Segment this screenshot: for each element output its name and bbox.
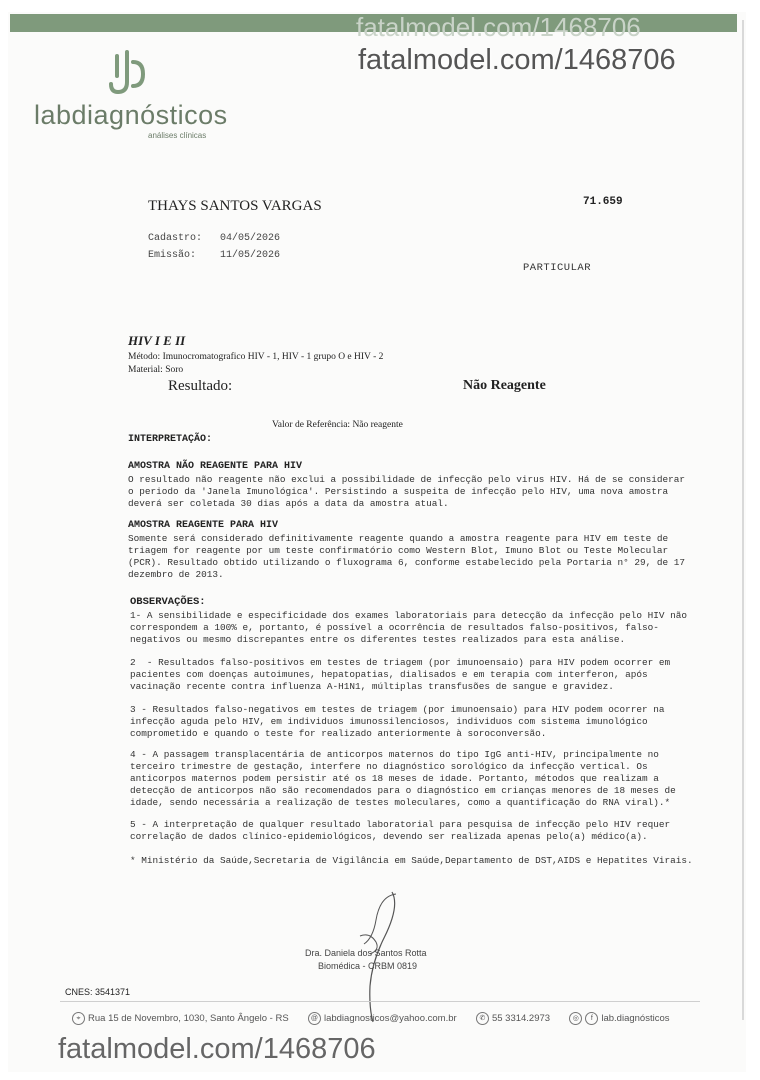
watermark-top: fatalmodel.com/1468706 bbox=[358, 44, 676, 76]
location-icon: ⌖ bbox=[72, 1012, 85, 1025]
footer-phone: 55 3314.2973 bbox=[491, 1013, 551, 1025]
exam-method: Método: Imunocromatografico HIV - 1, HIV - 1 grupo O e HIV - 2 bbox=[128, 352, 384, 362]
cadastro-label: Cadastro: bbox=[148, 233, 203, 244]
instagram-icon: ◎ bbox=[569, 1012, 582, 1025]
lab-name: labdiagnósticos bbox=[34, 100, 228, 130]
lab-subtitle: análises clínicas bbox=[148, 131, 207, 140]
lab-logo-icon bbox=[107, 48, 147, 98]
cnes-number: CNES: 3541371 bbox=[65, 987, 131, 997]
cadastro-date: 04/05/2026 bbox=[220, 233, 281, 244]
observation-item: 5 - A interpretação de qualquer resultado laboratorial para pesquisa de infecção pelo HIV requer correlação de dados clínico-epidemiológicos, devendo ser realizada apenas pelo(a) médico(a). bbox=[130, 819, 671, 842]
emissao-label: Emissão: bbox=[148, 250, 197, 261]
result-label: Resultado: bbox=[168, 378, 233, 394]
patient-name: THAYS SANTOS VARGAS bbox=[148, 198, 322, 214]
patient-code: 71.659 bbox=[583, 196, 623, 208]
insurance-plan: PARTICULAR bbox=[523, 262, 592, 274]
watermark-faded: fatalmodel.com/1468706 bbox=[356, 12, 641, 42]
signatory-name: Dra. Daniela dos Santos Rotta bbox=[305, 948, 427, 958]
exam-title: HIV I E II bbox=[128, 333, 186, 348]
footer-email: labdiagnosticos@yahoo.com.br bbox=[323, 1013, 457, 1025]
footer-divider bbox=[60, 1001, 700, 1002]
cadastro-row bbox=[148, 233, 280, 244]
exam-material: Material: Soro bbox=[128, 365, 184, 375]
facebook-icon: f bbox=[585, 1012, 598, 1025]
reference-value: Valor de Referência: Não reagente bbox=[272, 420, 403, 430]
section-heading: AMOSTRA REAGENTE PARA HIV bbox=[128, 520, 279, 531]
observation-item: 3 - Resultados falso-negativos em testes de triagem (por imunoensaio) para HIV podem ocorrer na infecção aguda pelo HIV, em individuos imunossilenciosos, individuos com sistema imunológico comprometido e quando o teste for realizado anteriormente à soroconversão. bbox=[130, 704, 665, 739]
watermark-bottom: fatalmodel.com/1468706 bbox=[58, 1033, 376, 1065]
section-body: O resultado não reagente não exclui a possibilidade de infecção pelo virus HIV. Há de se considerar o periodo da 'Janela Imunológica'. Persistindo a suspeita de infecção pelo HIV, uma nova amostra deverá ser coletada 30 dias após a data da amostra atual. bbox=[128, 474, 685, 509]
observation-item: 4 - A passagem transplacentária de anticorpos maternos do tipo IgG anti-HIV, principalmente no terceiro trimestre de gestação, interfere no diagnóstico sorológico da infecção vertical. Os anticorpos maternos podem persistir até os 18 meses de idade. Portanto, métodos que realizam a detecção de anticorpos não são recomendados para o diagnóstico em crianças menores de 18 meses de idade, sendo necessária a realização de testes moleculares, como a quantificação do RNA viral).* bbox=[130, 749, 676, 808]
observation-item: 2 - Resultados falso-positivos em testes de triagem (por imunoensaio) para HIV podem ocorrer em pacientes com doenças autoimunes, hepatopatias, dialisados e em terapia com interferon, após vacinação recente contra influenza A-H1N1, múltiplas transfusões de sangue e gravidez. bbox=[130, 657, 671, 692]
observation-item: 1- A sensibilidade e especificidade dos exames laboratoriais para detecção da infecção pelo HIV não correspondem a 100% e, portanto, é possível a ocorrência de resultados falso-positivos, falso- negativos ou mesmo discrepantes entre os diferentes testes realizados para esta análise. bbox=[130, 610, 687, 645]
result-value: Não Reagente bbox=[463, 378, 546, 393]
footer-address: Rua 15 de Novembro, 1030, Santo Ângelo - RS bbox=[88, 1013, 289, 1025]
footer-contact bbox=[72, 1012, 670, 1025]
at-icon: @ bbox=[308, 1012, 321, 1025]
section-body: Somente será considerado definitivamente reagente quando a amostra reagente para HIV em teste de triagem for reagente por um teste confirmatório como Western Blot, Imuno Blot ou Teste Molecular (PCR). Resultado obtido utilizando o fluxograma 6, conforme estabelecido pela Portaria n° 29, de 17 dezembro de 2013. bbox=[128, 533, 685, 580]
section-heading: AMOSTRA NÃO REAGENTE PARA HIV bbox=[128, 461, 303, 472]
signatory-role: Biomédica - CRBM 0819 bbox=[318, 961, 418, 971]
page-edge-shadow bbox=[742, 20, 744, 1020]
whatsapp-icon: ✆ bbox=[476, 1012, 489, 1025]
observations-heading: OBSERVAÇÕES: bbox=[130, 596, 206, 608]
footnote: * Ministério da Saúde,Secretaria de Vigilância em Saúde,Departamento de DST,AIDS e Hepatites Virais. bbox=[130, 855, 693, 866]
interpretation-heading: INTERPRETAÇÃO: bbox=[128, 434, 213, 445]
emissao-date: 11/05/2026 bbox=[220, 250, 281, 261]
footer-social: lab.diagnósticos bbox=[601, 1013, 670, 1025]
emissao-row bbox=[148, 250, 280, 261]
